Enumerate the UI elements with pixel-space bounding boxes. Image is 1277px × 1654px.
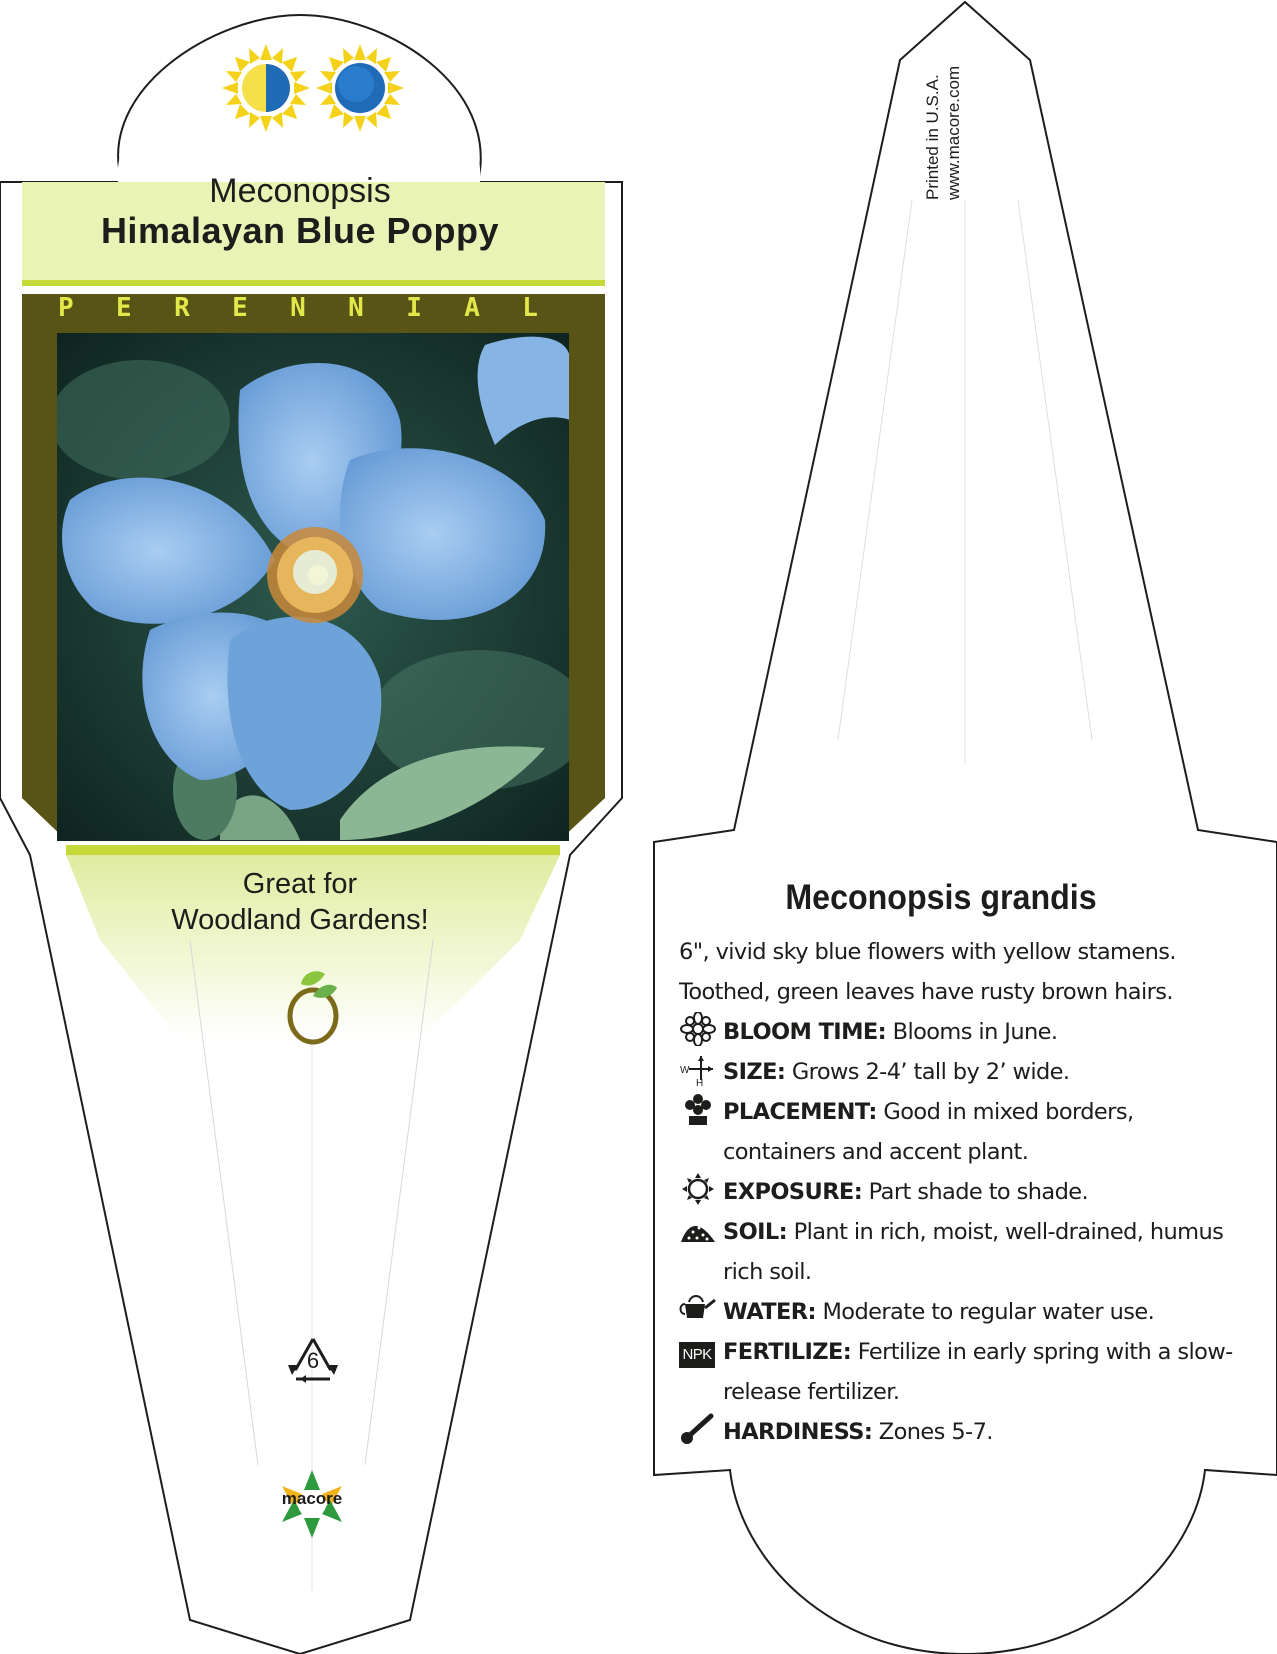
- brand-name: macore: [281, 1489, 343, 1508]
- plant-info: [679, 932, 1239, 1452]
- soil-icon: [679, 1212, 717, 1246]
- category-letter: A: [464, 293, 480, 323]
- thermometer-icon: [679, 1412, 717, 1446]
- exposure-text: Part shade to shade.: [868, 1179, 1089, 1205]
- printed-in: [922, 66, 964, 200]
- printed-line2: www.macore.com: [944, 65, 963, 200]
- size-label: SIZE:: [723, 1059, 786, 1085]
- hardiness-row: [679, 1412, 1239, 1452]
- category-letter: N: [348, 293, 364, 323]
- exposure-row: [679, 1172, 1239, 1212]
- placement-row: [679, 1092, 1239, 1172]
- category-label: [22, 293, 574, 323]
- size-arrows-icon: [679, 1052, 717, 1086]
- category-letter: N: [290, 293, 306, 323]
- npk-icon: [679, 1332, 717, 1366]
- bloom-label: BLOOM TIME:: [723, 1019, 887, 1045]
- size-text: Grows 2-4’ tall by 2’ wide.: [791, 1059, 1070, 1085]
- soil-row: [679, 1212, 1239, 1292]
- water-label: WATER:: [723, 1299, 816, 1325]
- watering-can-icon: [679, 1292, 717, 1326]
- bloom-row: [679, 1012, 1239, 1052]
- size-row: [679, 1052, 1239, 1092]
- fertilize-row: [679, 1332, 1239, 1412]
- printed-line1: Printed in U.S.A.: [923, 74, 942, 200]
- soil-label: SOIL:: [723, 1219, 788, 1245]
- category-letter: L: [522, 293, 538, 323]
- recycle-number: 6: [306, 1348, 320, 1373]
- exposure-label: EXPOSURE:: [723, 1179, 863, 1205]
- seedling-icon: [283, 966, 343, 1046]
- soil-text: Plant in rich, moist, well-drained, humus rich soil.: [723, 1219, 1224, 1285]
- plant-group-icon: [679, 1092, 717, 1126]
- hardiness-text: Zones 5-7.: [878, 1419, 993, 1445]
- poppy-photo: [50, 333, 590, 841]
- size-w: W: [680, 1065, 689, 1076]
- category-letter: E: [232, 293, 248, 323]
- category-letter: I: [406, 293, 422, 323]
- fertilize-text: Fertilize in early spring with a slow-release fertilizer.: [723, 1339, 1233, 1405]
- npk-label: NPK: [679, 1342, 715, 1368]
- hardiness-label: HARDINESS:: [723, 1419, 873, 1445]
- category-letter: R: [174, 293, 190, 323]
- water-row: [679, 1292, 1239, 1332]
- tagline-line1: Great for: [242, 868, 358, 900]
- genus-name: Meconopsis: [209, 172, 391, 210]
- exposure-icons: [218, 42, 408, 134]
- placement-text: Good in mixed borders, containers and accent plant.: [723, 1099, 1134, 1165]
- water-text: Moderate to regular water use.: [822, 1299, 1155, 1325]
- placement-label: PLACEMENT:: [723, 1099, 877, 1125]
- tagline-line2: Woodland Gardens!: [171, 904, 429, 936]
- part-sun-icon: [222, 44, 310, 132]
- category-letter: E: [116, 293, 132, 323]
- flower-icon: [679, 1012, 717, 1046]
- size-h: H: [696, 1078, 703, 1086]
- header-rule: [22, 280, 605, 286]
- sun-icon: [679, 1172, 717, 1206]
- bloom-text: Blooms in June.: [892, 1019, 1058, 1045]
- shade-icon: [316, 44, 404, 132]
- description: 6", vivid sky blue flowers with yellow stamens. Toothed, green leaves have rusty brown hairs.: [679, 939, 1176, 1005]
- category-letter: P: [58, 293, 74, 323]
- common-name: Himalayan Blue Poppy: [100, 210, 500, 251]
- botanical-name: Meconopsis grandis: [785, 878, 1097, 917]
- tagline: [60, 866, 540, 938]
- fertilize-label: FERTILIZE:: [723, 1339, 852, 1365]
